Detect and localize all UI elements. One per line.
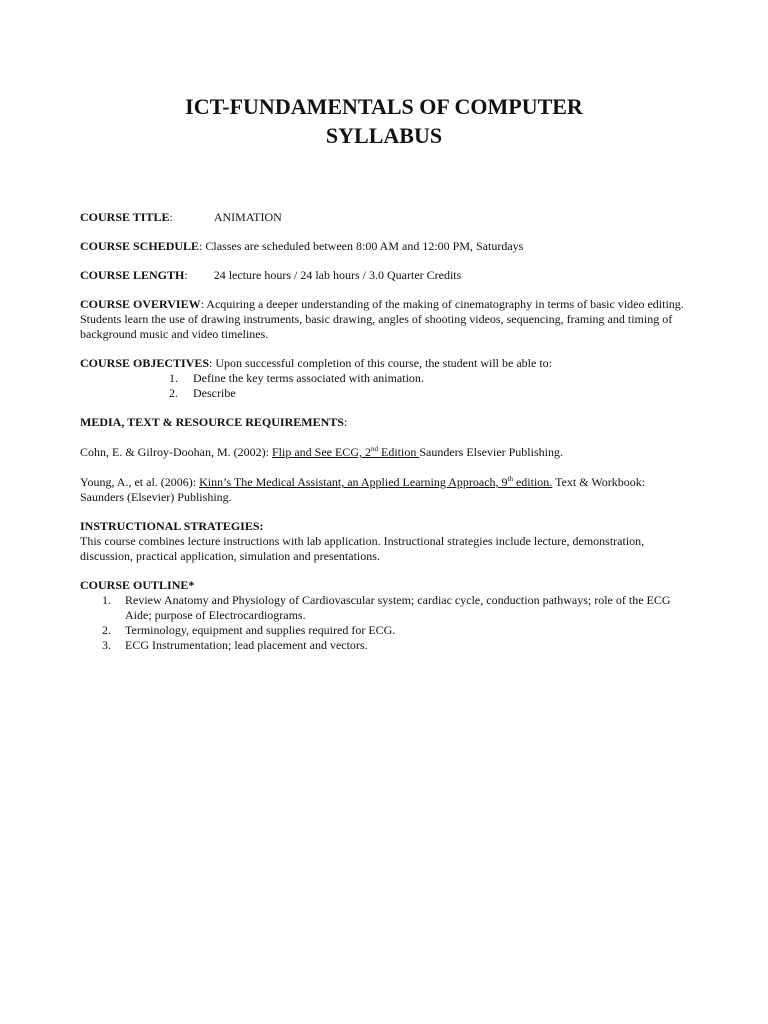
list-item-number: 1. [102,593,111,607]
title-line-1: ICT-FUNDAMENTALS OF COMPUTER [185,94,583,119]
course-overview-label: COURSE OVERVIEW [80,297,201,311]
reference-2-title-sup: th [507,475,513,483]
reference-1-title-sup: nd [370,445,378,453]
list-item-text: Define the key terms associated with animation. [193,371,424,385]
list-item-text: Review Anatomy and Physiology of Cardiovascular system; cardiac cycle, conduction pathways; role of the ECG Aide; purpose of Electrocardiograms. [125,593,671,622]
list-item-text: Terminology, equipment and supplies required for ECG. [125,623,396,637]
list-item [80,371,690,386]
reference-1-publisher: Saunders Elsevier Publishing. [419,445,563,459]
outline-list [80,593,690,653]
course-objectives-label: COURSE OBJECTIVES [80,356,210,370]
syllabus-body [80,208,690,653]
course-schedule-label: COURSE SCHEDULE [80,239,200,253]
reference-2-authors: Young, A., et al. (2006): [80,475,200,489]
requirements-heading-row [80,415,690,430]
course-length-value: 24 lecture hours / 24 lab hours / 3.0 Quarter Credits [213,268,462,282]
list-item [80,623,690,638]
course-outline-heading [80,578,690,593]
objectives-list [80,371,690,401]
requirements-label: MEDIA, TEXT & RESOURCE REQUIREMENTS [80,415,344,429]
list-item-text: Describe [193,386,236,400]
colon: : [199,239,206,253]
list-item-number: 2. [102,623,111,637]
list-item-text: ECG Instrumentation; lead placement and vectors. [125,638,368,652]
list-item [80,386,690,401]
course-schedule-value: Classes are scheduled between 8:00 AM and 12:00 PM, Saturdays [205,239,524,253]
reference-2-title-edition: edition. [512,475,553,489]
colon: : [184,268,188,282]
course-title-label: COURSE TITLE [80,210,170,224]
reference-1-title-edition: Edition [377,445,420,459]
list-item-number: 2. [169,386,178,400]
page-title [0,92,768,150]
reference-1-title [272,445,419,459]
list-item-number: 1. [169,371,178,385]
course-outline-label: COURSE OUTLINE* [80,578,195,592]
list-item-number: 3. [102,638,111,652]
colon: : [343,415,348,429]
course-length-label: COURSE LENGTH [80,268,185,282]
instructional-strategies-label: INSTRUCTIONAL STRATEGIES: [80,519,264,533]
reference-2 [80,475,690,505]
course-overview-paragraph [80,297,690,342]
title-line-2: SYLLABUS [325,123,443,148]
reference-2-title-text: Kinn’s The Medical Assistant, an Applied Learning Approach, 9 [199,475,508,489]
course-objectives-row [80,356,690,371]
reference-1-authors: Cohn, E. & Gilroy-Doohan, M. (2002): [80,445,272,459]
colon: : [200,297,207,311]
course-overview-text: Acquiring a deeper understanding of the making of cinematography in terms of basic video editing. Students learn the use of drawing instruments, basic drawing, angles of shooting videos, sequencing, framing and timing of background music and video timelines. [80,297,684,341]
course-title-row [80,210,690,225]
reference-1-title-text: Flip and See ECG, 2 [271,445,371,459]
course-title-value: ANIMATION [213,210,282,224]
reference-2-rest: Text & Workbook: Saunders (Elsevier) Publishing. [80,475,646,504]
list-item [80,638,690,653]
course-schedule-row [80,239,690,254]
instructional-strategies-heading [80,519,690,534]
course-objectives-intro: Upon successful completion of this course, the student will be able to: [215,356,552,370]
reference-1 [80,445,690,460]
colon: : [169,210,173,224]
colon: : [209,356,216,370]
instructional-strategies-text: This course combines lecture instructions with lab application. Instructional strategies include lecture, demonstration, discussion, practical application, simulation and presentations. [80,534,645,563]
reference-2-title [199,475,552,489]
list-item [80,593,690,623]
course-length-row [80,268,690,283]
